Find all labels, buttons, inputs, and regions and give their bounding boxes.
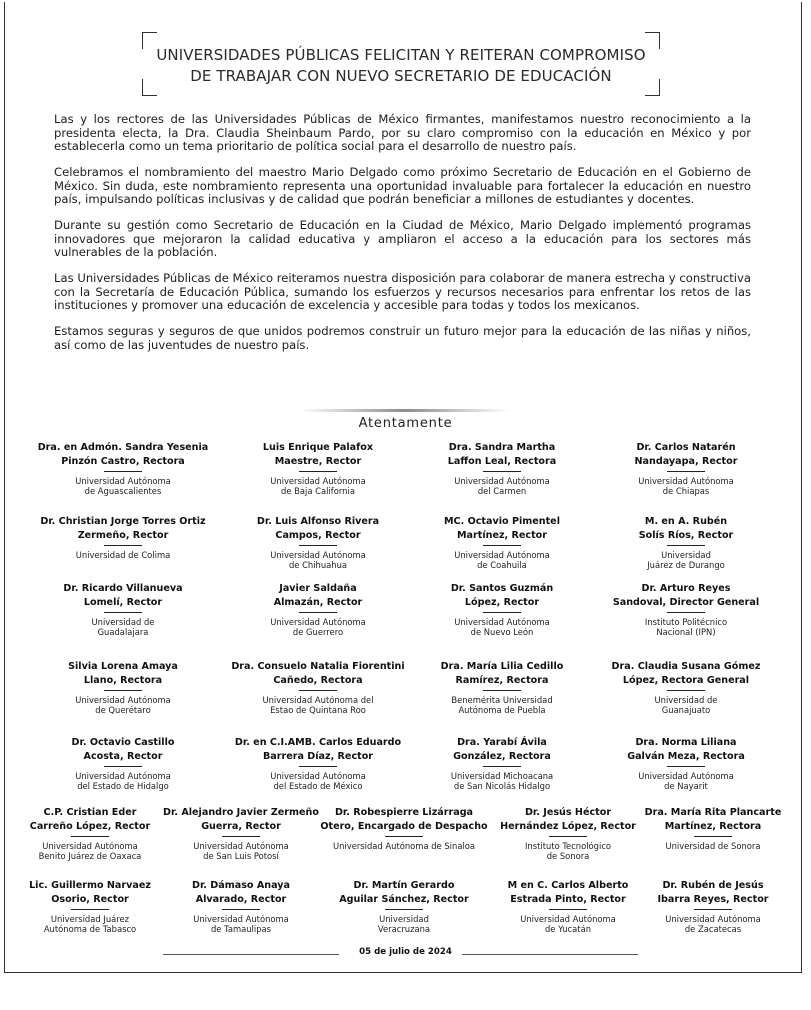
signatory-name-line-2: Hernández López, Rector: [500, 821, 636, 832]
signature-rule: [667, 471, 705, 472]
signatory-institution-line-2: del Carmen: [477, 486, 527, 497]
signatory-name-line-1: Lic. Guillermo Narvaez: [29, 880, 151, 891]
signature-rule: [667, 690, 705, 691]
signatory-name-line-1: Dr. Martín Gerardo: [353, 880, 455, 891]
signature-rule: [483, 766, 521, 767]
closing-divider: [300, 409, 510, 412]
signature-rule: [104, 545, 142, 546]
signatory-name-line-1: Dr. Santos Guzmán: [450, 583, 554, 594]
signatory: [23, 582, 223, 637]
signature-rule: [71, 909, 109, 910]
signatory: [402, 660, 602, 715]
signatory-institution-line-2: Autónoma de Puebla: [458, 705, 546, 716]
signatory-name-line-2: Martínez, Rectora: [664, 821, 762, 832]
signature-rule: [483, 690, 521, 691]
signatory-institution-line-2: Nacional (IPN): [656, 627, 716, 638]
signature-rule: [667, 612, 705, 613]
signatory-institution-line-2: Estao de Quintana Roo: [270, 705, 366, 716]
signatory-name-line-1: Dr. Luis Alfonso Rivera: [256, 516, 380, 527]
headline-line-1: UNIVERSIDADES PÚBLICAS FELICITAN Y REITERAN COMPROMISO: [156, 46, 646, 64]
signatory: [586, 736, 786, 791]
signatory: [23, 515, 223, 560]
signatory-institution-line-2: de San Luis Potosí: [203, 851, 279, 862]
signatory: [613, 879, 811, 934]
signatory-name-line-2: Carreño López, Rector: [29, 821, 151, 832]
signatory-name-line-1: Dr. Dámaso Anaya: [191, 880, 291, 891]
signatory-name-line-2: Campos, Rector: [275, 530, 361, 541]
signatory: [402, 736, 602, 791]
signatory-institution-line-1: Universidad Autónoma: [270, 476, 366, 486]
signatory-name-line-2: Guerra, Rector: [201, 821, 281, 832]
date: 05 de julio de 2024: [359, 947, 452, 957]
signatory-institution-line-2: de Sonora: [546, 851, 590, 862]
signature-rule: [549, 836, 587, 837]
signatory-name-line-2: Laffon Leal, Rectora: [447, 456, 557, 467]
date-row: [0, 946, 811, 962]
signatory-name-line-2: Ibarra Reyes, Rector: [657, 894, 769, 905]
signatory-name-line-2: González, Rectora: [453, 751, 551, 762]
signatory: [218, 736, 418, 791]
signature-rule: [549, 909, 587, 910]
signatory-institution-line-2: Juárez de Durango: [647, 560, 725, 571]
signatory-institution-line-1: Benemérita Universidad: [451, 695, 553, 705]
signatory-institution-line-1: Universidad de Sonora: [665, 841, 761, 851]
signatory-institution-line-2: Veracruzana: [377, 924, 431, 935]
headline-line-2: DE TRABAJAR CON NUEVO SECRETARIO DE EDUCACIÓN: [190, 67, 612, 85]
signatory-name-line-2: Pinzón Castro, Rectora: [61, 456, 185, 467]
signatory-institution-line-1: Universidad Autónoma: [193, 841, 289, 851]
signatory-institution-line-2: de Tamaulipas: [210, 924, 272, 935]
signatory-institution-line-1: Universidad Autónoma: [270, 771, 366, 781]
signatory-institution-line-2: de San Nicolás Hidalgo: [453, 781, 551, 792]
signature-rule: [385, 909, 423, 910]
signatory-institution-line-2: de Nuevo León: [470, 627, 534, 638]
signatory-name-line-1: Luis Enrique Palafox: [262, 442, 374, 453]
signatory-name-line-2: Lomelí, Rector: [83, 597, 163, 608]
signature-rule: [694, 909, 732, 910]
signatory-name-line-1: Dra. Yarabí Ávila: [457, 737, 547, 748]
signatory-name-line-1: Javier Saldaña: [279, 583, 357, 594]
signatory-institution-line-1: Universidad Autónoma: [520, 914, 616, 924]
signatory-name-line-1: Dr. Robespierre Lizárraga: [334, 807, 474, 818]
signatory-institution-line-1: Universidad Autónoma: [193, 914, 289, 924]
signatory: [218, 582, 418, 637]
signatory-name-line-1: M. en A. Rubén: [644, 516, 728, 527]
signature-rule: [385, 836, 423, 837]
signature-rule: [104, 690, 142, 691]
signatory-institution-line-1: Universidad Autónoma: [75, 476, 171, 486]
signature-rule: [483, 545, 521, 546]
signature-rule: [104, 766, 142, 767]
signatory-name-line-1: Dra. Consuelo Natalia Fiorentini: [231, 661, 405, 672]
signatory-name-line-1: Dr. Arturo Reyes: [641, 583, 731, 594]
signatory-institution-line-1: Universidad: [379, 914, 429, 924]
signatory-name-line-2: Alvarado, Rector: [195, 894, 287, 905]
signatory-name-line-2: Zermeño, Rector: [77, 530, 169, 541]
signatory-name-line-1: C.P. Cristian Eder: [43, 807, 137, 818]
signatory-institution-line-1: Universidad Autónoma: [270, 550, 366, 560]
signatory-institution-line-2: de Chiapas: [662, 486, 710, 497]
signature-rule: [299, 766, 337, 767]
paragraph: Celebramos el nombramiento del maestro Mario Delgado como próximo Secretario de Educación en el Gobierno de México. Sin duda, este nombramiento representa una oportunidad invaluable para fortalecer la educación en nuestro país, impulsando políticas inclusivas y de calidad que podrán beneficiar a millones de estudiantes y docentes.: [54, 165, 751, 206]
signatory-name-line-2: Llano, Rectora: [83, 675, 163, 686]
signature-rule: [483, 612, 521, 613]
signatory-name-line-2: López, Rectora General: [622, 675, 750, 686]
letter-body: [54, 113, 751, 365]
signatory-institution-line-1: Universidad Autónoma: [454, 476, 550, 486]
signatory-institution-line-1: Universidad de: [91, 617, 155, 627]
signatory-institution-line-1: Universidad de: [654, 695, 718, 705]
signatory-institution-line-2: de Zacatecas: [684, 924, 742, 935]
signatory-name-line-2: Osorio, Rector: [51, 894, 129, 905]
signatory-institution-line-1: Universidad de Colima: [75, 550, 171, 560]
date-divider-right: [462, 954, 638, 955]
signatory-institution-line-1: Universidad Autónoma: [638, 476, 734, 486]
signatory-name-line-1: Dra. María Lilia Cedillo: [440, 661, 564, 672]
signatory-name-line-1: Dr. Alejandro Javier Zermeño: [163, 807, 319, 818]
closing-text: Atentamente: [358, 416, 453, 431]
signature-rule: [299, 471, 337, 472]
signatory-institution-line-2: de Chihuahua: [288, 560, 348, 571]
signatory: [586, 441, 786, 496]
signatory-name-line-1: Dr. Carlos Natarén: [636, 442, 736, 453]
signatory-institution-line-1: Universidad Autónoma: [75, 695, 171, 705]
signatory: [586, 660, 786, 715]
signatory-institution-line-1: Universidad Autónoma: [454, 617, 550, 627]
signatory-institution-line-1: Universidad Juárez: [50, 914, 130, 924]
signatory-institution-line-2: de Querétaro: [95, 705, 151, 716]
signatory-name-line-2: Cañedo, Rectora: [273, 675, 363, 686]
signatory-name-line-2: Nandayapa, Rector: [634, 456, 738, 467]
signatory: [613, 806, 811, 851]
signatory-institution-line-1: Universidad Autónoma: [638, 771, 734, 781]
signatory-name-line-2: Acosta, Rector: [83, 751, 163, 762]
signatory-institution-line-2: de Aguascalientes: [84, 486, 162, 497]
paragraph: Las y los rectores de las Universidades Públicas de México firmantes, manifestamos nuestro reconocimiento a la presidenta electa, la Dra. Claudia Sheinbaum Pardo, por su claro compromiso con la educación en México y por establecerla como un tema prioritario de política social para el desarrollo de nuestro país.: [54, 112, 751, 153]
signatory-institution-line-1: Instituto Tecnológico: [524, 841, 612, 851]
paragraph: Estamos seguras y seguros de que unidos podremos construir un futuro mejor para la educación de las niñas y niños, así como de las juventudes de nuestro país.: [54, 324, 751, 352]
signatory-name-line-1: Silvia Lorena Amaya: [68, 661, 178, 672]
signatory-institution-line-2: de Nayarit: [664, 781, 708, 792]
signatory-name-line-2: Sandoval, Director General: [612, 597, 760, 608]
signatory-institution-line-2: del Estado de México: [273, 781, 363, 792]
signatory-institution-line-1: Universidad Michoacana: [450, 771, 554, 781]
signatory-name-line-2: Martínez, Rector: [456, 530, 548, 541]
signature-rule: [299, 690, 337, 691]
signatory-institution-line-2: Guadalajara: [97, 627, 149, 638]
signatory-name-line-1: Dr. Ricardo Villanueva: [63, 583, 183, 594]
signatory-name-line-2: Maestre, Rector: [274, 456, 362, 467]
signatory-name-line-2: Solís Ríos, Rector: [638, 530, 734, 541]
signatory-institution-line-1: Universidad: [661, 550, 711, 560]
signatory-name-line-1: Dr. en C.I.AMB. Carlos Eduardo: [234, 737, 402, 748]
signatory: [586, 515, 786, 570]
signatory-name-line-2: Galván Meza, Rectora: [627, 751, 745, 762]
signatory-name-line-1: Dr. Rubén de Jesús: [662, 880, 764, 891]
signatory-name-line-1: Dra. Norma Liliana: [635, 737, 737, 748]
signatory: [402, 441, 602, 496]
signature-rule: [71, 836, 109, 837]
signatory-name-line-2: Otero, Encargado de Despacho: [320, 821, 488, 832]
signatory: [23, 441, 223, 496]
signatory-institution-line-1: Universidad Autónoma del: [262, 695, 374, 705]
signatory-institution-line-1: Universidad Autónoma: [270, 617, 366, 627]
signature-rule: [104, 612, 142, 613]
signature-rule: [667, 545, 705, 546]
signatory: [23, 736, 223, 791]
signatory: [586, 582, 786, 637]
signatory-name-line-2: Aguilar Sánchez, Rector: [339, 894, 469, 905]
signatory-name-line-2: Estrada Pinto, Rector: [510, 894, 626, 905]
signature-rule: [299, 612, 337, 613]
signatory-name-line-1: MC. Octavio Pimentel: [444, 516, 560, 527]
signatory-name-line-1: Dra. en Admón. Sandra Yesenia: [37, 442, 209, 453]
paragraph: Durante su gestión como Secretario de Educación en la Ciudad de México, Mario Delgado implementó programas innovadores que mejoraron la calidad educativa y ampliaron el acceso a la educación para los sectores más vulnerables de la población.: [54, 218, 751, 259]
closing-section: [0, 405, 811, 435]
signatory-name-line-1: Dra. Sandra Martha: [448, 442, 556, 453]
signatory: [218, 660, 418, 715]
signature-rule: [222, 836, 260, 837]
signatory-name-line-1: M en C. Carlos Alberto: [507, 880, 629, 891]
signatory: [402, 515, 602, 570]
signatory-name-line-2: Almazán, Rector: [273, 597, 363, 608]
signatory-institution-line-2: de Baja California: [281, 486, 355, 497]
paragraph: Las Universidades Públicas de México reiteramos nuestra disposición para colaborar de manera estrecha y constructiva con la Secretaría de Educación Pública, sumando los esfuerzos y recursos necesarios para enfrentar los retos de las instituciones y promover una educación de excelencia y accesible para todas y todos los mexicanos.: [54, 271, 751, 312]
headline: [142, 45, 660, 87]
headline-box: [142, 32, 660, 96]
signatory-institution-line-2: de Coahuila: [477, 560, 527, 571]
signatory-name-line-2: López, Rector: [464, 597, 540, 608]
signatory-institution-line-2: Guanajuato: [661, 705, 711, 716]
signatory-institution-line-1: Instituto Politécnico: [644, 617, 728, 627]
signature-rule: [694, 836, 732, 837]
signatory-institution-line-1: Universidad Autónoma: [42, 841, 138, 851]
signatory: [402, 582, 602, 637]
signatory-institution-line-2: de Guerrero: [292, 627, 344, 638]
signatory: [23, 660, 223, 715]
signatory-institution-line-1: Universidad Autónoma: [75, 771, 171, 781]
signature-rule: [222, 909, 260, 910]
signatory-institution-line-1: Universidad Autónoma de Sinaloa: [332, 841, 476, 851]
signature-rule: [299, 545, 337, 546]
signatory-institution-line-2: de Yucatán: [544, 924, 592, 935]
signatory-name-line-1: Dra. Claudia Susana Gómez: [611, 661, 761, 672]
signature-rule: [104, 471, 142, 472]
signatory: [218, 515, 418, 570]
signatory-name-line-1: Dr. Christian Jorge Torres Ortiz: [40, 516, 206, 527]
signature-rule: [483, 471, 521, 472]
signatory-name-line-1: Dra. María Rita Plancarte: [644, 807, 782, 818]
signatory-institution-line-2: Autónoma de Tabasco: [43, 924, 137, 935]
signatory-institution-line-2: Benito Juárez de Oaxaca: [38, 851, 142, 862]
signatory-name-line-1: Dr. Octavio Castillo: [71, 737, 175, 748]
signatory-name-line-1: Dr. Jesús Héctor: [524, 807, 612, 818]
signatory: [218, 441, 418, 496]
signature-rule: [667, 766, 705, 767]
signatory-institution-line-1: Universidad Autónoma: [454, 550, 550, 560]
signatory-institution-line-2: del Estado de Hidalgo: [77, 781, 169, 792]
signatory-name-line-2: Barrera Díaz, Rector: [262, 751, 374, 762]
signatory-name-line-2: Ramírez, Rectora: [455, 675, 549, 686]
signatory-institution-line-1: Universidad Autónoma: [665, 914, 761, 924]
